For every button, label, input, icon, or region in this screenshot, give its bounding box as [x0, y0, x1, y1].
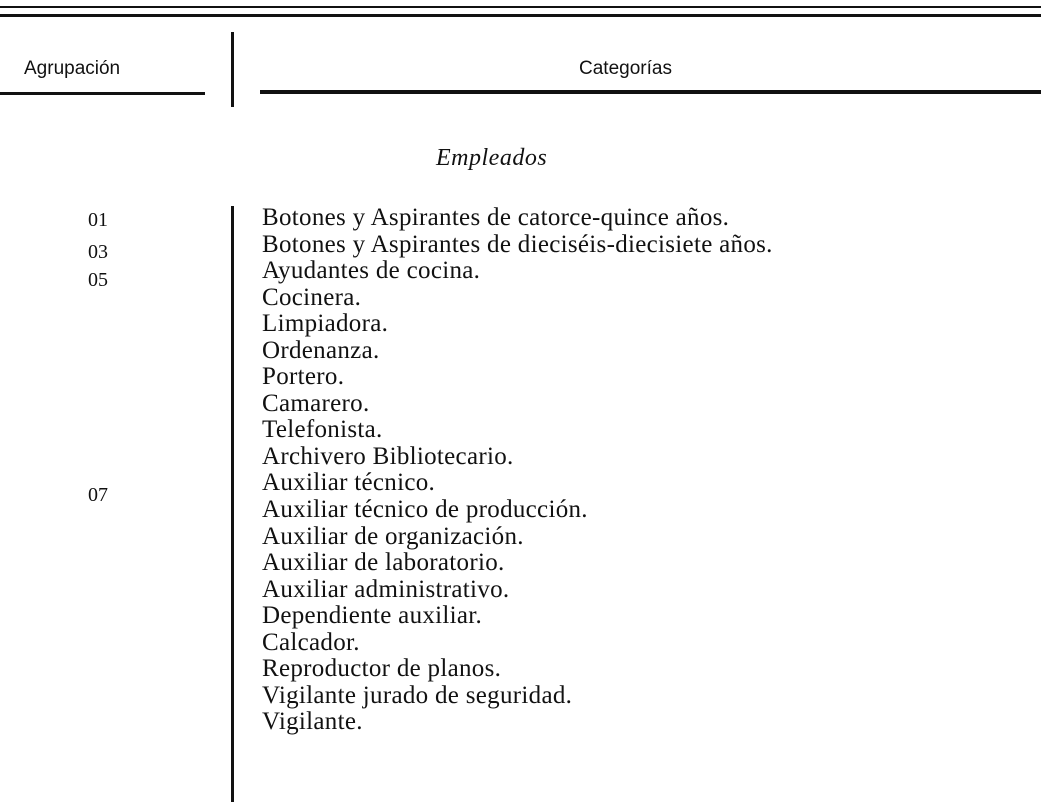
category-item: Telefonista. — [262, 416, 383, 444]
group-code: 07 — [88, 484, 108, 506]
category-item: Camarero. — [262, 389, 370, 417]
category-item: Reproductor de planos. — [262, 655, 502, 683]
category-item: Calcador. — [262, 628, 360, 656]
category-item: Portero. — [262, 363, 345, 391]
group-code: 05 — [88, 269, 108, 291]
category-item: Auxiliar técnico. — [262, 469, 436, 497]
category-item: Botones y Aspirantes de dieciséis-diecisiete años. — [262, 230, 773, 258]
header-column-divider — [231, 32, 234, 107]
body-column-divider — [231, 206, 234, 802]
group-code: 01 — [88, 209, 108, 231]
group-code: 03 — [88, 241, 108, 263]
header-group: Agrupación — [24, 58, 121, 79]
category-item: Vigilante. — [262, 708, 363, 736]
top-rule — [0, 6, 1041, 8]
category-item: Archivero Bibliotecario. — [262, 442, 514, 470]
category-item: Auxiliar de laboratorio. — [262, 549, 505, 577]
category-item: Botones y Aspirantes de catorce-quince años. — [262, 204, 730, 231]
header-group-underline — [0, 92, 205, 95]
category-item: Auxiliar técnico de producción. — [262, 496, 588, 524]
category-list — [262, 205, 773, 736]
category-item: Limpiadora. — [262, 310, 389, 338]
category-item: Auxiliar administrativo. — [262, 575, 510, 603]
category-item: Dependiente auxiliar. — [262, 602, 483, 630]
category-item: Auxiliar de organización. — [262, 522, 524, 550]
category-item: Cocinera. — [262, 283, 362, 311]
header-categories-underline — [260, 90, 1041, 94]
top-rule-second — [0, 14, 1041, 17]
section-title: Empleados — [436, 145, 548, 171]
category-item: Ayudantes de cocina. — [262, 257, 481, 285]
category-item: Vigilante jurado de seguridad. — [262, 681, 573, 709]
header-categories: Categorías — [579, 58, 672, 79]
category-item: Ordenanza. — [262, 336, 380, 364]
